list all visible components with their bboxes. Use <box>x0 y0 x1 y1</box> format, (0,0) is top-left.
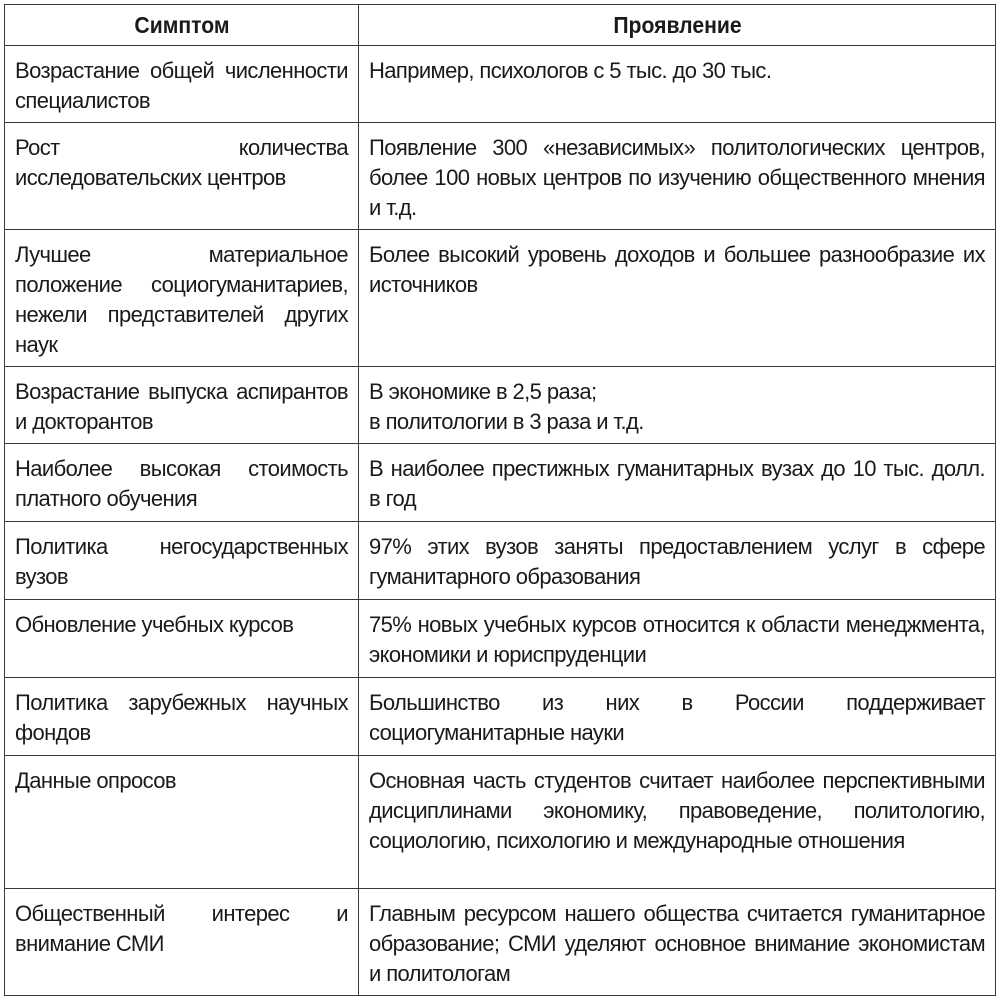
manifestation-cell: 97% этих вузов заняты предоставлением услуг в сфере гуманитарного образования <box>359 522 996 600</box>
symptom-cell: Лучшее материальное положение социогуманитариев, нежели представителей других наук <box>5 230 359 367</box>
symptoms-table <box>4 4 996 996</box>
manifestation-cell: В наиболее престижных гуманитарных вузах до 10 тыс. долл. в год <box>359 444 996 522</box>
table-row <box>5 123 996 230</box>
table-row <box>5 230 996 367</box>
symptom-cell: Общественный интерес и внимание СМИ <box>5 889 359 996</box>
symptom-cell: Политика зарубежных научных фондов <box>5 678 359 756</box>
table-header-row <box>5 5 996 46</box>
column-header-symptom: Симптом <box>19 5 345 46</box>
symptom-cell: Данные опросов <box>5 756 359 889</box>
symptom-cell: Обновление учебных курсов <box>5 600 359 678</box>
table-row <box>5 367 996 444</box>
table-row <box>5 889 996 996</box>
manifestation-cell <box>359 367 996 444</box>
table-row <box>5 46 996 123</box>
manifestation-cell: Главным ресурсом нашего общества считается гуманитарное образование; СМИ уделяют основное внимание экономистам и политологам <box>359 889 996 996</box>
table-row <box>5 756 996 889</box>
column-header-manifestation: Проявление <box>384 5 970 46</box>
symptom-cell: Наиболее высокая стоимость платного обучения <box>5 444 359 522</box>
symptom-cell: Рост количества исследовательских центров <box>5 123 359 230</box>
manifestation-cell: Большинство из них в России поддерживает социогуманитарные науки <box>359 678 996 756</box>
manifestation-cell: Основная часть студентов считает наиболее перспективными дисциплинами экономику, правоведение, политологию, социологию, психологию и международные отношения <box>359 756 996 889</box>
table-row <box>5 600 996 678</box>
manifestation-cell: 75% новых учебных курсов относится к области менеджмента, экономики и юриспруденции <box>359 600 996 678</box>
manifestation-line: В экономике в 2,5 раза; в политологии в 3 раза и т.д. <box>369 379 644 434</box>
manifestation-cell: Появление 300 «независимых» политологических центров, более 100 новых центров по изучению общественного мнения и т.д. <box>359 123 996 230</box>
manifestation-cell: Например, психологов с 5 тыс. до 30 тыс. <box>359 46 996 123</box>
manifestation-cell: Более высокий уровень доходов и большее разнообразие их источников <box>359 230 996 367</box>
symptom-cell: Возрастание выпуска аспирантов и докторантов <box>5 367 359 444</box>
symptom-cell: Возрастание общей численности специалистов <box>5 46 359 123</box>
table-row <box>5 522 996 600</box>
table-row <box>5 678 996 756</box>
table-row <box>5 444 996 522</box>
symptom-cell: Политика негосударственных вузов <box>5 522 359 600</box>
